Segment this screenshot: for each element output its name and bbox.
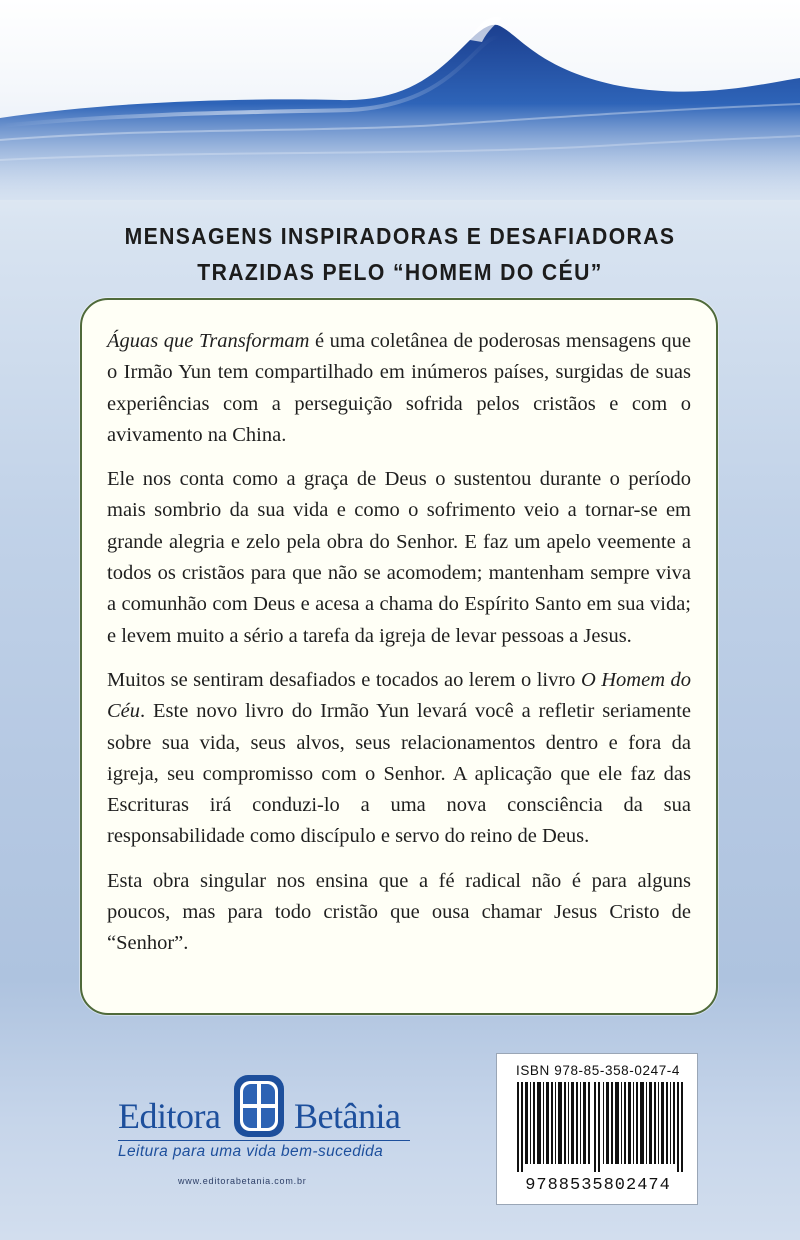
publisher-name-part-2: Betânia (294, 1096, 401, 1136)
isbn-number: ISBN 978-85-358-0247-4 (515, 1063, 681, 1078)
publisher-website: www.editorabetania.com.br (178, 1176, 307, 1186)
synopsis-paragraph-1 (107, 326, 691, 451)
book-window-icon (230, 1073, 288, 1139)
isbn-barcode (496, 1053, 698, 1205)
headline (32, 218, 768, 290)
book-title-aguas: Águas que Transformam (107, 330, 310, 352)
publisher-name-part-1: Editora (118, 1096, 221, 1136)
synopsis-paragraph-3 (107, 665, 691, 853)
synopsis-paragraph-3-start: Muitos se sentiram desafiados e tocados ao lerem o livro (107, 668, 581, 691)
synopsis-paragraph-3-text: . Este novo livro do Irmão Yun levará você a refletir seriamente sobre sua vida, seus alvos, seus relacionamentos dentro e fora da igreja, seu compromisso com o Senhor. A aplicação que ele faz das Escrituras irá conduzi-lo a uma nova consciência da sua responsabilidade como discípulo e servo do reino de Deus. (107, 700, 691, 848)
water-wave-illustration (0, 0, 800, 200)
headline-line-1: MENSAGENS INSPIRADORAS E DESAFIADORAS (124, 223, 676, 249)
synopsis-paragraph-4: Esta obra singular nos ensina que a fé radical não é para alguns poucos, mas para todo cristão que ousa chamar Jesus Cristo de “Senhor”. (107, 869, 691, 955)
synopsis-paragraph-2: Ele nos conta como a graça de Deus o sustentou durante o período mais sombrio da sua vida e como o sofrimento veio a tornar-se em grande alegria e zelo pela obra do Senhor. E faz um apelo veemente a todos os cristãos para que não se acomodem; mantenham sempre viva a comunhão com Deus e acesa a chama do Espírito Santo em sua vida; e levem muito a sério a tarefa da igreja de levar pessoas a Jesus. (107, 468, 691, 647)
headline-line-2: TRAZIDAS PELO “HOMEM DO CÉU” (197, 259, 603, 285)
publisher-tagline: Leitura para uma vida bem-sucedida (118, 1140, 410, 1161)
ean-number: 9788535802474 (525, 1176, 671, 1195)
synopsis-panel (80, 298, 718, 1015)
publisher-logo (118, 1073, 418, 1203)
barcode-bars (517, 1082, 683, 1172)
synopsis-paragraph-1-text: é uma coletânea de poderosas mensagens que o Irmão Yun tem compartilhado em inúmeros países, surgidas de suas experiências com a perseguição sofrida pelos cristãos e com o avivamento na China. (107, 330, 691, 446)
book-title-homem-do-ceu: O Homem do Céu (107, 668, 691, 723)
